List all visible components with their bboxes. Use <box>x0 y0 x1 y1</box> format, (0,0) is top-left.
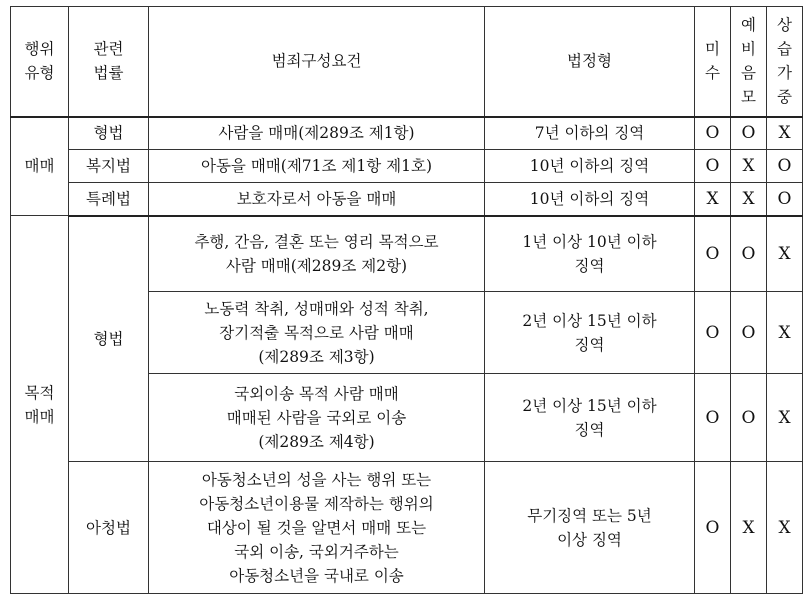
elements-text: 아동청소년의 성을 사는 행위 또는 아동청소년이용물 제작하는 행위의 대상이 될 것을 알면서 매매 또는 국외 이송, 국외거주하는 아동청소년을 국내로 이송 <box>199 470 434 585</box>
aggravation-cell <box>767 462 803 594</box>
law-cell <box>69 183 149 216</box>
elements-text: 아동을 매매(제71조 제1항 제1호) <box>200 157 433 175</box>
attempt-cell <box>695 374 731 462</box>
header-type-text: 행위 유형 <box>24 40 55 83</box>
preparation-cell <box>731 462 767 594</box>
preparation-mark: X <box>742 156 755 176</box>
attempt-cell <box>695 462 731 594</box>
elements-text: 추행, 간음, 결혼 또는 영리 목적으로 사람 매매(제289조 제2항) <box>194 232 439 275</box>
elements-cell <box>149 292 485 374</box>
attempt-cell <box>695 292 731 374</box>
attempt-cell <box>695 216 731 292</box>
penalty-text: 1년 이상 10년 이하 징역 <box>522 232 657 275</box>
aggravation-cell <box>767 292 803 374</box>
preparation-cell <box>731 183 767 216</box>
aggravation-cell <box>767 117 803 150</box>
elements-text: 사람을 매매(제289조 제1항) <box>218 124 415 143</box>
elements-cell <box>149 374 485 462</box>
penalty-text: 2년 이상 15년 이하 징역 <box>522 396 657 439</box>
law-cell <box>69 150 149 183</box>
preparation-mark: X <box>742 188 755 209</box>
group-type-cell <box>11 117 69 216</box>
table-row <box>11 117 803 150</box>
header-law <box>69 7 149 117</box>
elements-text: 노동력 착취, 성매매와 성적 착취, 장기적출 목적으로 사람 매매 (제289조 제3항) <box>204 299 429 366</box>
penalty-cell <box>485 183 695 216</box>
header-elements-text: 범죄구성요건 <box>271 52 362 71</box>
preparation-mark: X <box>742 517 755 538</box>
table-row <box>11 183 803 216</box>
aggravation-mark: O <box>777 188 792 209</box>
penalty-text: 무기징역 또는 5년 이상 징역 <box>527 506 652 549</box>
attempt-mark: O <box>705 322 720 343</box>
statute-table-wrapper <box>10 6 803 594</box>
aggravation-cell <box>767 374 803 462</box>
header-elements <box>149 7 485 117</box>
header-penalty-text: 법정형 <box>567 52 612 71</box>
penalty-cell <box>485 462 695 594</box>
attempt-cell <box>695 183 731 216</box>
penalty-text: 7년 이하의 징역 <box>534 124 645 143</box>
table-row <box>11 150 803 183</box>
aggravation-cell <box>767 183 803 216</box>
law-text: 형법 <box>93 329 124 348</box>
header-attempt-text: 미 수 <box>705 40 720 83</box>
header-aggravation <box>767 7 803 117</box>
trafficking-offense-table <box>10 6 803 594</box>
header-penalty <box>485 7 695 117</box>
attempt-mark: O <box>705 243 720 264</box>
header-preparation <box>731 7 767 117</box>
penalty-cell <box>485 216 695 292</box>
aggravation-mark: X <box>778 322 791 343</box>
header-attempt <box>695 7 731 117</box>
preparation-cell <box>731 292 767 374</box>
attempt-cell <box>695 117 731 150</box>
attempt-cell <box>695 150 731 183</box>
preparation-cell <box>731 117 767 150</box>
table-row <box>11 462 803 594</box>
law-text: 복지법 <box>86 157 131 175</box>
header-preparation-text: 예 비 음 모 <box>741 16 756 107</box>
penalty-cell <box>485 150 695 183</box>
preparation-mark: O <box>741 322 756 343</box>
header-aggravation-text: 상 습 가 중 <box>777 16 792 107</box>
law-cell <box>69 117 149 150</box>
elements-text: 국외이송 목적 사람 매매 매매된 사람을 국외로 이송 (제289조 제4항) <box>226 384 407 451</box>
penalty-cell <box>485 117 695 150</box>
preparation-cell <box>731 374 767 462</box>
elements-text: 보호자로서 아동을 매매 <box>236 189 397 208</box>
aggravation-mark: X <box>778 243 791 264</box>
table-row <box>11 216 803 292</box>
elements-cell <box>149 462 485 594</box>
elements-cell <box>149 117 485 150</box>
preparation-mark: O <box>741 407 756 428</box>
law-text: 아청법 <box>86 518 131 537</box>
law-cell <box>69 462 149 594</box>
penalty-text: 10년 이하의 징역 <box>529 189 650 208</box>
penalty-cell <box>485 292 695 374</box>
aggravation-cell <box>767 216 803 292</box>
group-type-cell <box>11 216 69 594</box>
attempt-mark: O <box>705 156 720 176</box>
attempt-mark: O <box>705 407 720 428</box>
law-text: 형법 <box>93 124 124 143</box>
law-text: 특례법 <box>86 189 131 208</box>
aggravation-cell <box>767 150 803 183</box>
aggravation-mark: X <box>778 407 791 428</box>
penalty-cell <box>485 374 695 462</box>
penalty-text: 10년 이하의 징역 <box>529 157 650 175</box>
elements-cell <box>149 216 485 292</box>
attempt-mark: O <box>705 517 720 538</box>
aggravation-mark: X <box>778 123 791 144</box>
group-type-text: 목적 매매 <box>24 383 55 426</box>
penalty-text: 2년 이상 15년 이하 징역 <box>522 311 657 354</box>
header-row <box>11 7 803 117</box>
attempt-mark: X <box>706 188 719 209</box>
elements-cell <box>149 150 485 183</box>
aggravation-mark: O <box>777 156 792 176</box>
header-law-text: 관련 법률 <box>93 40 124 83</box>
law-cell <box>69 216 149 462</box>
attempt-mark: O <box>705 123 720 144</box>
preparation-mark: O <box>741 243 756 264</box>
group-type-text: 매매 <box>24 157 55 176</box>
header-type <box>11 7 69 117</box>
aggravation-mark: X <box>778 517 791 538</box>
preparation-cell <box>731 150 767 183</box>
elements-cell <box>149 183 485 216</box>
preparation-cell <box>731 216 767 292</box>
preparation-mark: O <box>741 123 756 144</box>
